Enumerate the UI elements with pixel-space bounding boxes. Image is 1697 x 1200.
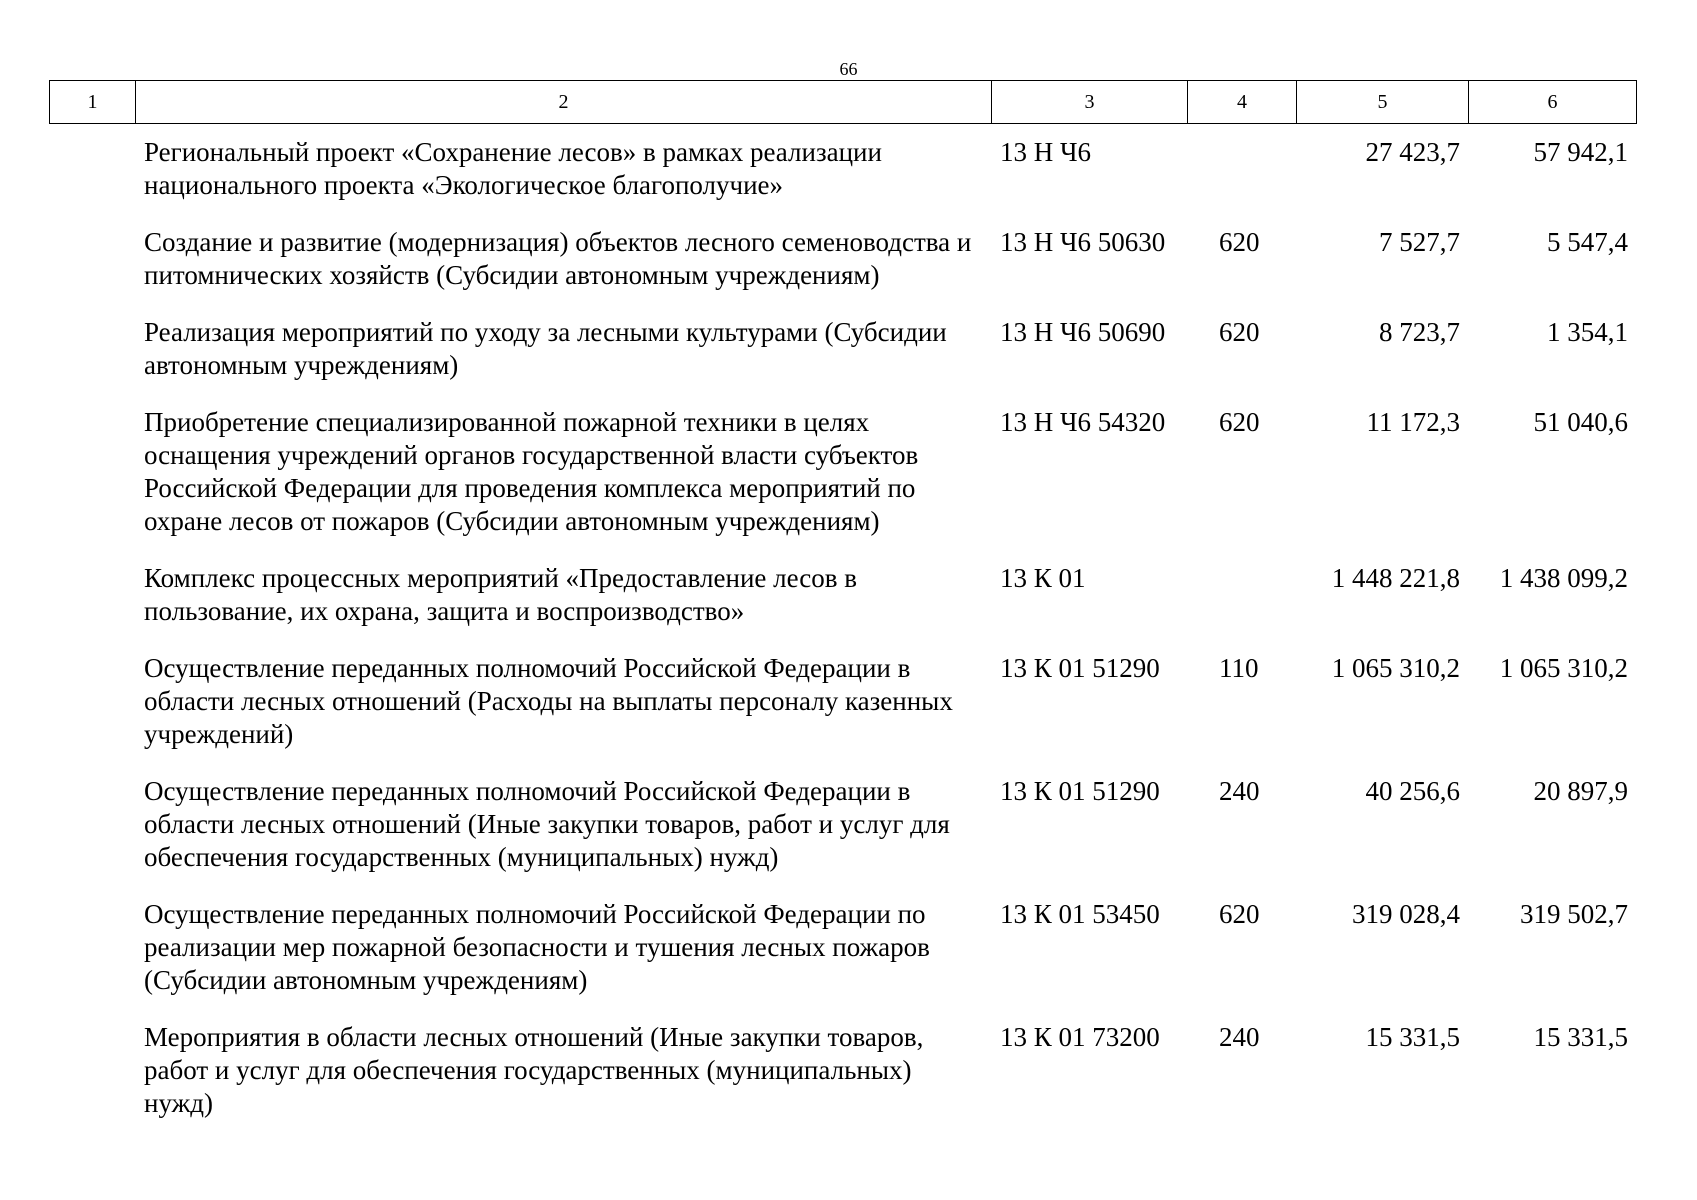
column-header-5: 5 [1297, 81, 1469, 124]
table-row [49, 1009, 1636, 1132]
row-index-cell [49, 124, 135, 214]
column-header-row [50, 81, 1637, 124]
target-code: 13 Н Ч6 54320 [1000, 407, 1166, 437]
expense-type-code: 240 [1219, 1022, 1260, 1052]
row-index-cell [49, 394, 135, 550]
target-code: 13 К 01 73200 [1000, 1022, 1160, 1052]
column-header-4: 4 [1188, 81, 1297, 124]
expense-type-code: 620 [1219, 317, 1260, 347]
table-row [49, 886, 1636, 1009]
table-row [49, 550, 1636, 640]
target-code: 13 Н Ч6 [1000, 137, 1092, 167]
row-index-cell [49, 763, 135, 886]
amount-col-6: 15 331,5 [1533, 1022, 1628, 1052]
expense-name: Осуществление переданных полномочий Российской Федерации в области лесных отношений (Расходы на выплаты персоналу казенных учреждений) [144, 653, 953, 749]
amount-col-6: 20 897,9 [1533, 776, 1628, 806]
amount-col-6: 57 942,1 [1533, 137, 1628, 167]
column-header-3: 3 [992, 81, 1188, 124]
amount-col-6: 1 438 099,2 [1499, 563, 1628, 593]
expense-type-code [1187, 550, 1296, 640]
amount-col-5: 40 256,6 [1365, 776, 1460, 806]
amount-col-6: 1 065 310,2 [1499, 653, 1628, 683]
table-row [49, 214, 1636, 304]
row-index-cell [49, 1009, 135, 1132]
amount-col-6: 1 354,1 [1547, 317, 1628, 347]
amount-col-5: 15 331,5 [1365, 1022, 1460, 1052]
table-row [49, 640, 1636, 763]
amount-col-5: 11 172,3 [1366, 407, 1460, 437]
target-code: 13 К 01 [1000, 563, 1086, 593]
expense-type-code: 620 [1219, 899, 1260, 929]
target-code: 13 К 01 51290 [1000, 776, 1160, 806]
column-header-1: 1 [50, 81, 136, 124]
target-code: 13 К 01 53450 [1000, 899, 1160, 929]
page-number: 66 [839, 59, 858, 79]
amount-col-6: 319 502,7 [1520, 899, 1628, 929]
amount-col-6: 5 547,4 [1547, 227, 1628, 257]
column-header-2: 2 [136, 81, 992, 124]
expense-name: Региональный проект «Сохранение лесов» в рамках реализации национального проекта «Экологическое благополучие» [144, 137, 882, 200]
expense-name: Создание и развитие (модернизация) объектов лесного семеноводства и питомнических хозяйств (Субсидии автономным учреждениям) [144, 227, 972, 290]
table-row [49, 394, 1636, 550]
expense-type-code [1187, 124, 1296, 214]
amount-col-5: 1 065 310,2 [1331, 653, 1460, 683]
row-index-cell [49, 640, 135, 763]
row-index-cell [49, 550, 135, 640]
budget-table [49, 124, 1636, 1132]
amount-col-5: 8 723,7 [1379, 317, 1460, 347]
amount-col-6: 51 040,6 [1533, 407, 1628, 437]
table-row [49, 763, 1636, 886]
expense-type-code: 110 [1219, 653, 1259, 683]
target-code: 13 К 01 51290 [1000, 653, 1160, 683]
amount-col-5: 1 448 221,8 [1331, 563, 1460, 593]
amount-col-5: 7 527,7 [1379, 227, 1460, 257]
row-index-cell [49, 886, 135, 1009]
target-code: 13 Н Ч6 50630 [1000, 227, 1166, 257]
expense-type-code: 620 [1219, 407, 1260, 437]
column-header-table [49, 80, 1637, 124]
expense-type-code: 240 [1219, 776, 1260, 806]
table-row [49, 304, 1636, 394]
expense-name: Мероприятия в области лесных отношений (Иные закупки товаров, работ и услуг для обеспечения государственных (муниципальных) нужд) [144, 1022, 924, 1118]
expense-name: Комплекс процессных мероприятий «Предоставление лесов в пользование, их охрана, защита и воспроизводство» [144, 563, 857, 626]
expense-type-code: 620 [1219, 227, 1260, 257]
amount-col-5: 319 028,4 [1352, 899, 1460, 929]
expense-name: Осуществление переданных полномочий Российской Федерации в области лесных отношений (Иные закупки товаров, работ и услуг для обеспечения государственных (муниципальных) нужд) [144, 776, 950, 872]
amount-col-5: 27 423,7 [1365, 137, 1460, 167]
column-header-6: 6 [1469, 81, 1637, 124]
target-code: 13 Н Ч6 50690 [1000, 317, 1166, 347]
table-row [49, 124, 1636, 214]
expense-name: Реализация мероприятий по уходу за лесными культурами (Субсидии автономным учреждениям) [144, 317, 947, 380]
expense-name: Приобретение специализированной пожарной техники в целях оснащения учреждений органов государственной власти субъектов Российской Федерации для проведения комплекса мероприятий по охране лесов от пожаров (Субсидии автономным учреждениям) [144, 407, 919, 536]
row-index-cell [49, 214, 135, 304]
row-index-cell [49, 304, 135, 394]
expense-name: Осуществление переданных полномочий Российской Федерации по реализации мер пожарной безопасности и тушения лесных пожаров (Субсидии автономным учреждениям) [144, 899, 930, 995]
